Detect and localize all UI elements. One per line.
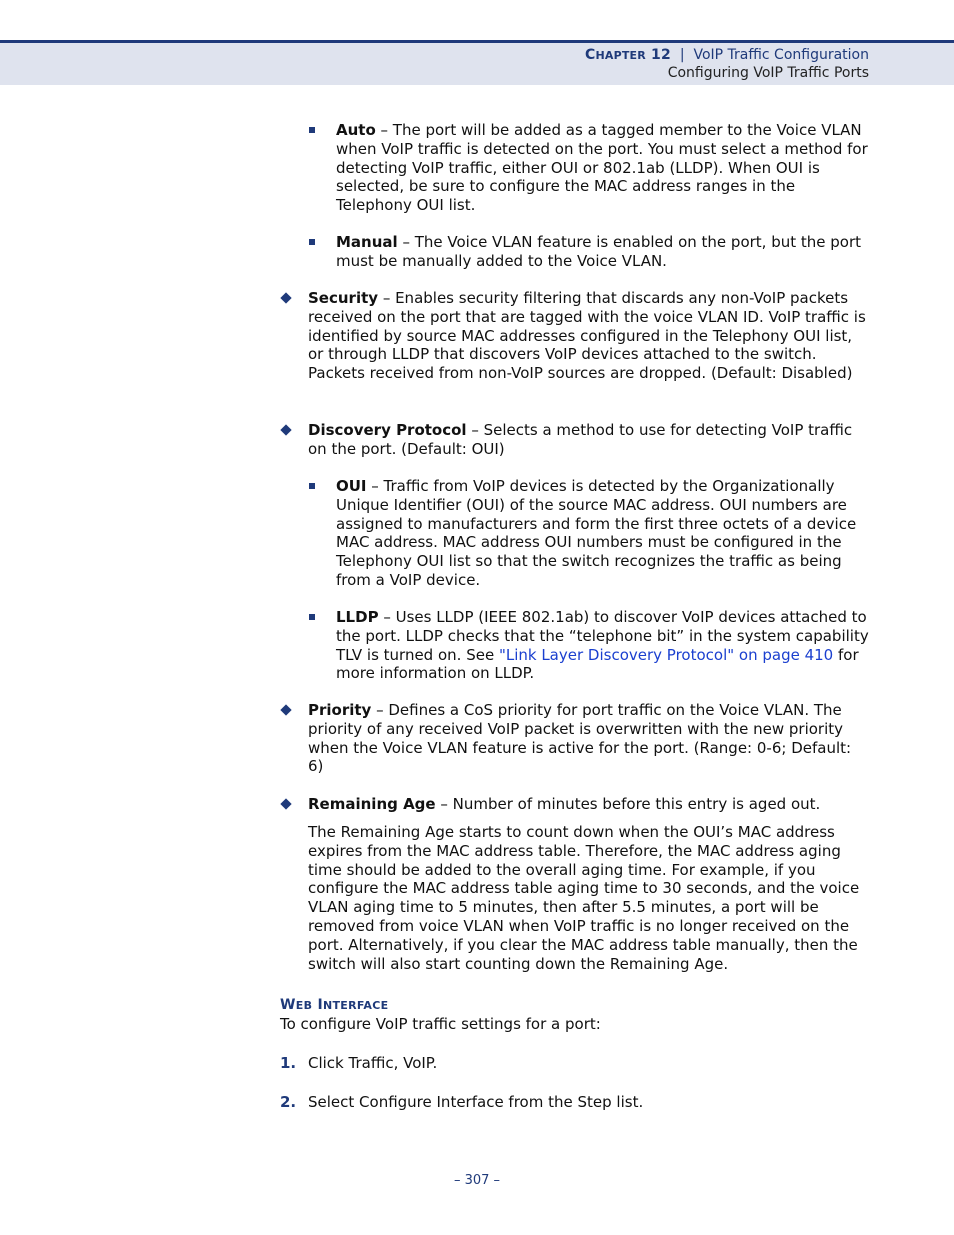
page-number: – 307 – xyxy=(453,1173,501,1188)
list-item-lldp: LLDP – Uses LLDP (IEEE 802.1ab) to discover VoIP devices attached to the port. LLDP checks that the “telephone bit” in the system capability TLV is turned on. See "Link Layer Discovery Protocol" on page 410 for more information on LLDP. xyxy=(336,608,869,683)
chapter-label: CHAPTER 12 xyxy=(584,47,671,63)
remaining-age-paragraph: The Remaining Age starts to count down when the OUI’s MAC address expires from the MAC address table. Therefore, the MAC address aging time should be added to the overall aging time. For example, if you configure the MAC address table aging time to 30 seconds, and the voice VLAN aging time to 5 minutes, then after 5.5 minutes, a port will be removed from voice VLAN when VoIP traffic is no longer received on the port. Alternatively, if you clear the MAC address table manually, then the switch will also start counting down the Remaining Age. xyxy=(308,823,860,973)
cross-reference-link[interactable]: "Link Layer Discovery Protocol" on page 410 xyxy=(498,645,834,664)
diamond-bullet-icon xyxy=(280,292,291,303)
chapter-heading xyxy=(585,47,869,63)
step-number: 2. xyxy=(280,1093,297,1111)
step-text: Click Traffic, VoIP. xyxy=(308,1054,438,1072)
list-item-oui: OUI – Traffic from VoIP devices is detected by the Organizationally Unique Identifier (OUI) of the source MAC address. OUI numbers are assigned to manufacturers and form the first three octets of a device MAC address. MAC address OUI numbers must be configured in the Telephony OUI list so that the switch recognizes the traffic as being from a VoIP device. xyxy=(336,477,857,589)
step-text: Select Configure Interface from the Step list. xyxy=(308,1093,644,1111)
list-item-security: Security – Enables security filtering that discards any non-VoIP packets received on the port that are tagged with the voice VLAN ID. VoIP traffic is identified by source MAC addresses configured in the Telephony OUI list, or through LLDP that discovers VoIP devices attached to the switch. Packets received from non-VoIP sources are dropped. (Default: Disabled) xyxy=(308,289,866,383)
chapter-title: VoIP Traffic Configuration xyxy=(693,47,869,63)
web-intro: To configure VoIP traffic settings for a port: xyxy=(280,1015,601,1033)
diamond-bullet-icon xyxy=(280,424,291,435)
square-bullet-icon xyxy=(309,483,315,489)
list-item-remaining-age: Remaining Age – Number of minutes before this entry is aged out. xyxy=(308,795,821,813)
list-item-discovery-protocol: Discovery Protocol – Selects a method to use for detecting VoIP traffic on the port. (Default: OUI) xyxy=(308,421,853,458)
diamond-bullet-icon xyxy=(280,798,291,809)
diamond-bullet-icon xyxy=(280,704,291,715)
page-header xyxy=(0,40,954,85)
list-item-manual: Manual – The Voice VLAN feature is enabled on the port, but the port must be manually added to the Voice VLAN. xyxy=(336,233,862,270)
list-item-priority: Priority – Defines a CoS priority for port traffic on the Voice VLAN. The priority of any received VoIP packet is overwritten with the new priority when the Voice VLAN feature is active for the port. (Range: 0-6; Default: 6) xyxy=(308,701,852,776)
step-number: 1. xyxy=(280,1054,297,1072)
list-item-auto: Auto – The port will be added as a tagged member to the Voice VLAN when VoIP traffic is detected on the port. You must select a method for detecting VoIP traffic, either OUI or 802.1ab (LLDP). When OUI is selected, be sure to configure the MAC address ranges in the Telephony OUI list. xyxy=(336,121,868,215)
header-separator: | xyxy=(679,47,685,63)
square-bullet-icon xyxy=(309,239,315,245)
square-bullet-icon xyxy=(309,127,315,133)
section-title: Configuring VoIP Traffic Ports xyxy=(667,65,869,81)
section-heading-web-interface: WEB INTERFACE xyxy=(280,997,389,1013)
square-bullet-icon xyxy=(309,614,315,620)
